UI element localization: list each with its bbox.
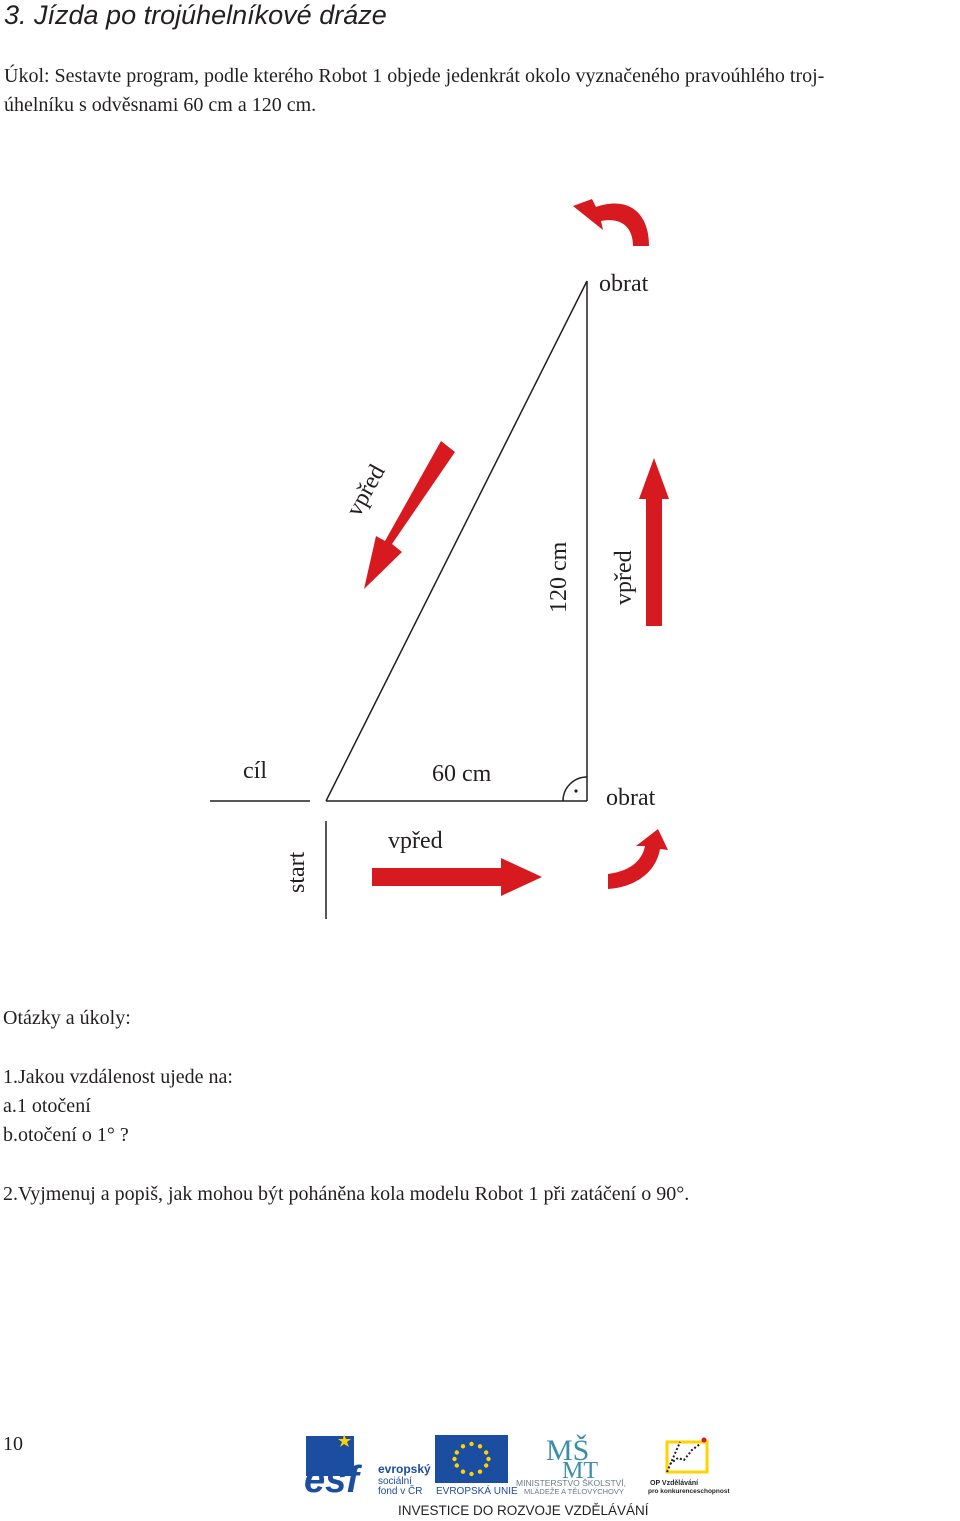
question-1a: a.1 otočení — [3, 1095, 91, 1117]
right-angle-dot — [574, 789, 577, 792]
forward-right-arrow-icon — [372, 858, 542, 896]
label-forward-diagonal: vpřed — [341, 460, 391, 521]
right-angle-mark — [563, 777, 587, 801]
questions-heading: Otázky a úkoly: — [3, 1007, 131, 1029]
svg-text:esf: esf — [304, 1459, 359, 1500]
turn-bottom-arrow-icon — [608, 829, 668, 889]
op-logo — [648, 1438, 730, 1496]
msmt-text-2: MLÁDEŽE A TĚLOVÝCHOVY — [524, 1487, 624, 1496]
label-start: start — [284, 851, 310, 893]
footer-logos — [300, 1430, 740, 1500]
footer-investice-text: INVESTICE DO ROZVOJE VZDĚLÁVÁNÍ — [398, 1503, 649, 1518]
esf-logo — [304, 1434, 431, 1500]
turn-top-arrow-icon — [573, 199, 649, 246]
label-turn-top: obrat — [599, 271, 649, 297]
label-forward-bottom: vpřed — [388, 828, 443, 854]
svg-text:MT: MT — [562, 1458, 598, 1484]
task-line-2: úhelníku s odvěsnami 60 cm a 120 cm. — [4, 94, 317, 116]
label-goal: cíl — [243, 758, 267, 784]
triangle — [326, 281, 587, 801]
question-1b: b.otočení o 1° ? — [3, 1124, 129, 1146]
label-turn-bottom: obrat — [606, 785, 656, 811]
page-number: 10 — [3, 1433, 23, 1455]
msmt-logo — [516, 1434, 626, 1496]
op-text-2: pro konkurenceschopnost — [648, 1488, 730, 1495]
label-forward-up: vpřed — [611, 550, 637, 605]
eu-text: EVROPSKÁ UNIE — [436, 1486, 518, 1497]
op-text-1: OP Vzdělávání — [650, 1480, 699, 1487]
page-heading: 3. Jízda po trojúhelníkové dráze — [4, 0, 387, 30]
label-length-vertical: 120 cm — [546, 541, 572, 613]
esf-text-3: fond v ČR — [378, 1486, 423, 1497]
task-line-1: Úkol: Sestavte program, podle kterého Robot 1 objede jedenkrát okolo vyznačeného pravoúhlého troj- — [4, 65, 825, 87]
esf-text-2: sociální — [378, 1476, 412, 1487]
eu-flag-icon — [435, 1435, 518, 1497]
svg-text:MŠ: MŠ — [546, 1434, 590, 1467]
question-1: 1.Jakou vzdálenost ujede na: — [3, 1066, 233, 1088]
label-length-base: 60 cm — [432, 761, 492, 787]
esf-text-1: evropský — [378, 1462, 431, 1476]
forward-diagonal-arrow-icon — [364, 441, 455, 589]
forward-up-arrow-icon — [639, 458, 669, 626]
msmt-text-1: MINISTERSTVO ŠKOLSTVÍ, — [516, 1478, 627, 1488]
question-2: 2.Vyjmenuj a popiš, jak mohou být poháněna kola modelu Robot 1 při zatáčení o 90°. — [3, 1183, 690, 1205]
triangle-hypotenuse — [326, 281, 587, 801]
